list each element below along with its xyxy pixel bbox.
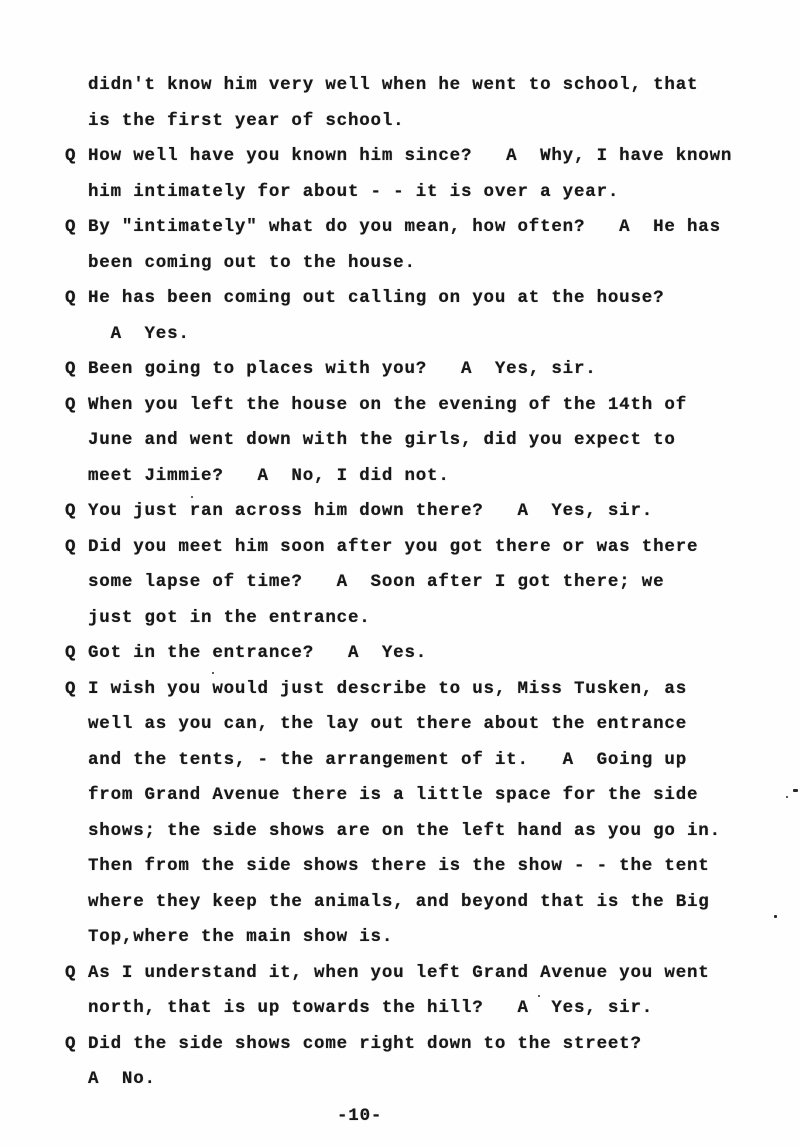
transcript-line [65, 1062, 775, 1098]
qa-marker [65, 849, 88, 885]
transcript-line [65, 423, 775, 459]
line-text: where they keep the animals, and beyond that is the Big [88, 891, 710, 912]
transcript-line [65, 494, 775, 530]
transcript-line [65, 601, 775, 637]
line-text: When you left the house on the evening of the 14th of [88, 394, 687, 415]
transcript-line [65, 565, 775, 601]
line-text: By "intimately" what do you mean, how often? A He has [88, 217, 721, 237]
line-text: from Grand Avenue there is a little space for the side [88, 785, 699, 805]
line-text: is the first year of school. [88, 110, 405, 131]
line-text: north, that is up towards the hill? A Yes, sir. [88, 998, 654, 1018]
line-text: shows; the side shows are on the left hand as you go in. [88, 820, 721, 841]
qa-marker [65, 317, 88, 353]
transcript-body [65, 68, 775, 1098]
qa-marker [65, 246, 88, 282]
transcript-line [65, 246, 775, 282]
transcript-line [65, 388, 775, 424]
transcript-line [65, 920, 775, 956]
transcript-line [65, 530, 775, 566]
line-text: I wish you would just describe to us, Miss Tusken, as [88, 678, 687, 699]
qa-marker: Q [65, 962, 77, 983]
scan-speck [212, 672, 214, 674]
transcript-line [65, 317, 775, 353]
line-text: and the tents, - the arrangement of it. A Going up [88, 749, 687, 770]
transcript-line [65, 175, 775, 211]
line-text: well as you can, the lay out there about the entrance [88, 714, 687, 734]
qa-marker [65, 459, 88, 495]
transcript-line [65, 68, 775, 104]
line-text: him intimately for about - - it is over a year. [88, 181, 620, 202]
transcript-line [65, 459, 775, 495]
qa-marker [65, 778, 88, 814]
transcript-line [65, 707, 775, 743]
line-text: been coming out to the house. [88, 252, 416, 273]
qa-marker [65, 601, 88, 637]
qa-marker: Q [65, 359, 77, 379]
scan-speck [793, 789, 798, 792]
transcript-line [65, 352, 775, 388]
transcript-line [65, 778, 775, 814]
scan-speck [538, 995, 540, 997]
transcript-line [65, 139, 775, 175]
line-text: Got in the entrance? A Yes. [88, 643, 428, 663]
line-text: Been going to places with you? A Yes, sir. [88, 359, 597, 379]
line-text: didn't know him very well when he went to school, that [88, 75, 699, 95]
transcript-line [65, 814, 775, 850]
line-text: some lapse of time? A Soon after I got there; we [88, 572, 665, 592]
transcript-line [65, 849, 775, 885]
page-number: -10- [337, 1106, 383, 1126]
qa-marker [65, 104, 88, 140]
qa-marker: Q [65, 288, 77, 308]
qa-marker: Q [65, 678, 77, 699]
qa-marker: Q [65, 217, 77, 237]
qa-marker: Q [65, 536, 77, 557]
qa-marker [65, 1062, 88, 1098]
line-text: meet Jimmie? A No, I did not. [88, 465, 450, 486]
transcript-line [65, 1027, 775, 1063]
scan-speck [786, 796, 788, 798]
line-text: Did the side shows come right down to the street? [88, 1033, 642, 1054]
qa-marker [65, 814, 88, 850]
line-text: You just ran across him down there? A Yes, sir. [88, 501, 654, 521]
qa-marker: Q [65, 394, 77, 415]
transcript-line [65, 743, 775, 779]
scan-speck [191, 496, 193, 498]
line-text: A No. [88, 1069, 156, 1089]
qa-marker: Q [65, 146, 77, 166]
transcript-line [65, 956, 775, 992]
qa-marker [65, 423, 88, 459]
transcript-line [65, 991, 775, 1027]
transcript-line [65, 885, 775, 921]
transcript-line [65, 636, 775, 672]
qa-marker [65, 565, 88, 601]
transcript-line [65, 672, 775, 708]
transcript-line [65, 210, 775, 246]
line-text: Did you meet him soon after you got there or was there [88, 536, 699, 557]
qa-marker [65, 707, 88, 743]
line-text: He has been coming out calling on you at the house? [88, 288, 665, 308]
qa-marker [65, 175, 88, 211]
scan-speck [774, 915, 777, 918]
qa-marker: Q [65, 501, 77, 521]
line-text: How well have you known him since? A Why, I have known [88, 146, 733, 166]
transcript-line [65, 281, 775, 317]
qa-marker: Q [65, 1033, 77, 1054]
qa-marker: Q [65, 643, 77, 663]
line-text: A Yes. [88, 323, 190, 344]
transcript-line [65, 104, 775, 140]
qa-marker [65, 885, 88, 921]
line-text: As I understand it, when you left Grand Avenue you went [88, 962, 710, 983]
line-text: June and went down with the girls, did you expect to [88, 430, 676, 450]
qa-marker [65, 743, 88, 779]
qa-marker [65, 920, 88, 956]
line-text: Then from the side shows there is the show - - the tent [88, 856, 710, 876]
line-text: Top,where the main show is. [88, 927, 394, 947]
qa-marker [65, 991, 88, 1027]
qa-marker [65, 68, 88, 104]
line-text: just got in the entrance. [88, 607, 371, 628]
